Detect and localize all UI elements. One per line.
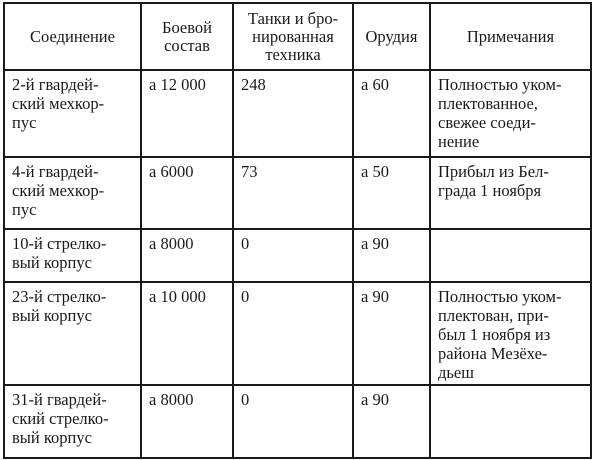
header-unit: Соединение: [4, 3, 141, 70]
cell-guns: а 90: [353, 282, 430, 385]
table-row: [4, 282, 591, 385]
cell-tanks: 248: [233, 70, 353, 157]
units-table: [3, 2, 592, 459]
header-strength: Боевой состав: [141, 3, 233, 70]
header-guns: Орудия: [353, 3, 430, 70]
cell-strength: а 8000: [141, 229, 233, 282]
cell-unit: 2-й гвардей- ский мехкор- пус: [4, 70, 141, 157]
table-row: [4, 229, 591, 282]
cell-tanks: 0: [233, 229, 353, 282]
cell-strength: а 8000: [141, 385, 233, 458]
cell-unit: 23-й стрелко- вый корпус: [4, 282, 141, 385]
table-row: [4, 157, 591, 229]
cell-tanks: 0: [233, 282, 353, 385]
cell-unit: 31-й гвардей- ский стрелко- вый корпус: [4, 385, 141, 458]
table-row: [4, 385, 591, 458]
cell-guns: а 90: [353, 385, 430, 458]
cell-guns: а 50: [353, 157, 430, 229]
cell-tanks: 73: [233, 157, 353, 229]
header-notes: Примечания: [430, 3, 591, 70]
cell-notes: Прибыл из Бел- града 1 ноября: [430, 157, 591, 229]
cell-unit: 10-й стрелко- вый корпус: [4, 229, 141, 282]
cell-guns: а 90: [353, 229, 430, 282]
cell-strength: а 6000: [141, 157, 233, 229]
cell-tanks: 0: [233, 385, 353, 458]
table-header-row: [4, 3, 591, 70]
cell-unit: 4-й гвардей- ский мехкор- пус: [4, 157, 141, 229]
cell-notes: [430, 385, 591, 458]
header-tanks: Танки и бро- нированная техника: [233, 3, 353, 70]
table-row: [4, 70, 591, 157]
cell-guns: а 60: [353, 70, 430, 157]
cell-notes: Полностью уком- плектованное, свежее соеди- нение: [430, 70, 591, 157]
cell-notes: [430, 229, 591, 282]
cell-strength: а 12 000: [141, 70, 233, 157]
cell-notes: Полностью уком- плектован, при- был 1 ноября из района Мезёхе- дьеш: [430, 282, 591, 385]
cell-strength: а 10 000: [141, 282, 233, 385]
